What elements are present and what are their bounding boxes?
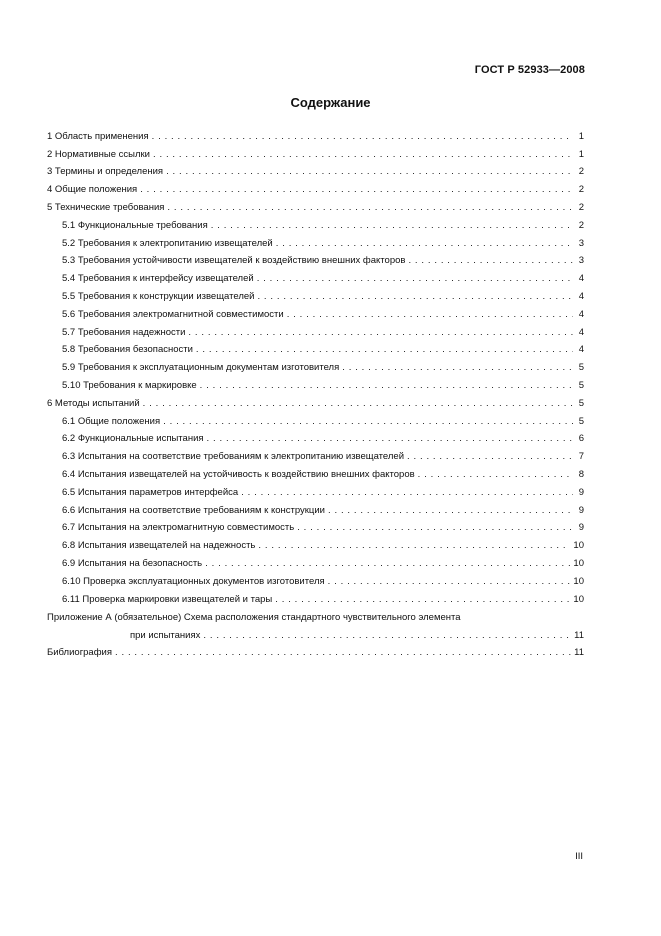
toc-page-number: 4	[578, 344, 584, 356]
toc-entry-text: 6.10 Проверка эксплуатационных документов изготовителя	[62, 575, 325, 587]
leader-dots	[328, 504, 573, 516]
toc-entry-text: 6.7 Испытания на электромагнитную совместимость	[62, 522, 295, 534]
toc-page-number: 5	[578, 415, 584, 427]
toc-entry-text: 6.8 Испытания извещателей на надежность	[62, 540, 256, 552]
toc-entry[interactable]	[47, 160, 584, 178]
toc-entry-text: 5.7 Требования надежности	[62, 326, 186, 338]
toc-page-number: 10	[573, 575, 584, 587]
leader-dots	[258, 539, 570, 551]
toc-entry[interactable]	[47, 231, 584, 249]
toc-page-number: 11	[574, 629, 584, 641]
toc-entry-text: 5.3 Требования устойчивости извещателей к воздействию внешних факторов	[62, 255, 406, 267]
leader-dots	[203, 629, 571, 641]
toc-entry-text: 5 Технические требования	[47, 201, 165, 213]
toc-page-number: 9	[578, 522, 584, 534]
toc-entry-text: 6.6 Испытания на соответствие требованиям к конструкции	[62, 504, 325, 516]
toc-entry[interactable]	[47, 213, 584, 231]
leader-dots	[143, 397, 573, 409]
leader-dots	[418, 468, 573, 480]
toc-entry-text: 6 Методы испытаний	[47, 397, 140, 409]
toc-entry[interactable]	[47, 427, 584, 445]
leader-dots	[196, 343, 573, 355]
toc-entry[interactable]	[47, 533, 584, 551]
toc-entry[interactable]	[47, 409, 584, 427]
leader-dots	[152, 130, 573, 142]
toc-entry[interactable]	[47, 249, 584, 267]
toc-entry-text: 5.9 Требования к эксплуатационным документам изготовителя	[62, 362, 340, 374]
toc-page-number: 2	[578, 184, 584, 196]
leader-dots	[342, 361, 573, 373]
toc-entry[interactable]	[47, 195, 584, 213]
leader-dots	[211, 219, 573, 231]
toc-appendix-subtitle: при испытаниях	[130, 629, 201, 641]
leader-dots	[140, 183, 573, 195]
toc-page-number: 4	[578, 308, 584, 320]
toc-entry-text: 5.1 Функциональные требования	[62, 219, 208, 231]
toc-entry-text: 5.8 Требования безопасности	[62, 344, 193, 356]
table-of-contents	[47, 124, 584, 658]
toc-page-number: 1	[578, 148, 584, 160]
leader-dots	[276, 237, 573, 249]
leader-dots	[166, 165, 573, 177]
toc-page-number: 2	[578, 201, 584, 213]
toc-entry[interactable]	[47, 338, 584, 356]
toc-page-number: 4	[578, 290, 584, 302]
toc-entry[interactable]	[47, 302, 584, 320]
toc-entry-text: 2 Нормативные ссылки	[47, 148, 150, 160]
leader-dots	[153, 148, 573, 160]
toc-entry-text: 6.4 Испытания извещателей на устойчивость к воздействию внешних факторов	[62, 468, 415, 480]
toc-entry[interactable]	[47, 284, 584, 302]
toc-title: Содержание	[290, 95, 371, 110]
leader-dots	[200, 379, 573, 391]
toc-entry-text: Библиография	[47, 647, 112, 659]
toc-entry-text: 6.2 Функциональные испытания	[62, 433, 204, 445]
toc-entry-text: 6.3 Испытания на соответствие требованиям к электропитанию извещателей	[62, 451, 405, 463]
leader-dots	[207, 432, 573, 444]
leader-dots	[241, 486, 573, 498]
toc-entry-text: 3 Термины и определения	[47, 166, 164, 178]
leader-dots	[328, 575, 571, 587]
toc-page-number: 4	[578, 326, 584, 338]
leader-dots	[163, 415, 573, 427]
toc-entry[interactable]	[47, 516, 584, 534]
toc-entry-text: 1 Область применения	[47, 130, 149, 142]
toc-page-number: 3	[578, 237, 584, 249]
toc-page-number: 4	[578, 273, 584, 285]
toc-page-number: 10	[573, 593, 584, 605]
toc-entry-text: 5.10 Требования к маркировке	[62, 379, 197, 391]
toc-entry[interactable]	[47, 320, 584, 338]
toc-entry[interactable]	[47, 177, 584, 195]
toc-entry-text: 6.11 Проверка маркировки извещателей и тары	[62, 593, 273, 605]
toc-entry-text: 6.1 Общие положения	[62, 415, 161, 427]
toc-entry-text: 5.2 Требования к электропитанию извещателей	[62, 237, 273, 249]
leader-dots	[257, 290, 573, 302]
leader-dots	[297, 521, 573, 533]
toc-page-number: 2	[578, 166, 584, 178]
toc-entry[interactable]	[47, 355, 584, 373]
leader-dots	[407, 450, 573, 462]
toc-page-number: 1	[578, 130, 584, 142]
toc-entry[interactable]	[47, 124, 584, 142]
toc-entry-text: 4 Общие положения	[47, 184, 138, 196]
toc-appendix-entry[interactable]	[47, 607, 584, 641]
toc-entries	[47, 124, 584, 605]
toc-entry[interactable]	[47, 569, 584, 587]
toc-entry[interactable]	[47, 266, 584, 284]
leader-dots	[167, 201, 573, 213]
leader-dots	[188, 326, 573, 338]
toc-page-number: 9	[578, 504, 584, 516]
leader-dots	[275, 593, 570, 605]
toc-appendix-title: Приложение А (обязательное) Схема расположения стандартного чувствительного элемента	[47, 611, 461, 623]
toc-entry[interactable]	[47, 142, 584, 160]
toc-entry[interactable]	[47, 444, 584, 462]
leader-dots	[257, 272, 573, 284]
toc-entry-text: 5.6 Требования электромагнитной совместимости	[62, 308, 284, 320]
leader-dots	[408, 254, 573, 266]
toc-entry[interactable]	[47, 373, 584, 391]
toc-page-number: 9	[578, 486, 584, 498]
leader-dots	[205, 557, 570, 569]
toc-page-number: 10	[573, 540, 584, 552]
toc-entry[interactable]	[47, 462, 584, 480]
toc-entry[interactable]	[47, 391, 584, 409]
page-number-footer: III	[575, 851, 583, 862]
toc-entry[interactable]	[47, 498, 584, 516]
toc-page-number: 10	[573, 557, 584, 569]
toc-entry-text: 6.5 Испытания параметров интерфейса	[62, 486, 239, 498]
toc-entry[interactable]	[47, 587, 584, 605]
toc-page-number: 5	[578, 379, 584, 391]
leader-dots	[287, 308, 573, 320]
toc-entry-text: 5.5 Требования к конструкции извещателей	[62, 290, 255, 302]
toc-page-number: 11	[574, 647, 584, 659]
toc-entry-text: 5.4 Требования к интерфейсу извещателей	[62, 273, 254, 285]
toc-page-number: 5	[578, 397, 584, 409]
toc-page-number: 5	[578, 362, 584, 374]
toc-entry[interactable]	[47, 480, 584, 498]
toc-entry[interactable]	[47, 551, 584, 569]
toc-page-number: 8	[578, 468, 584, 480]
toc-entry-text: 6.9 Испытания на безопасность	[62, 557, 203, 569]
document-code: ГОСТ Р 52933—2008	[474, 64, 585, 76]
toc-bibliography-entry[interactable]	[47, 641, 584, 659]
toc-page-number: 3	[578, 255, 584, 267]
toc-page-number: 2	[578, 219, 584, 231]
toc-page-number: 6	[578, 433, 584, 445]
leader-dots	[115, 646, 571, 658]
toc-page-number: 7	[578, 451, 584, 463]
